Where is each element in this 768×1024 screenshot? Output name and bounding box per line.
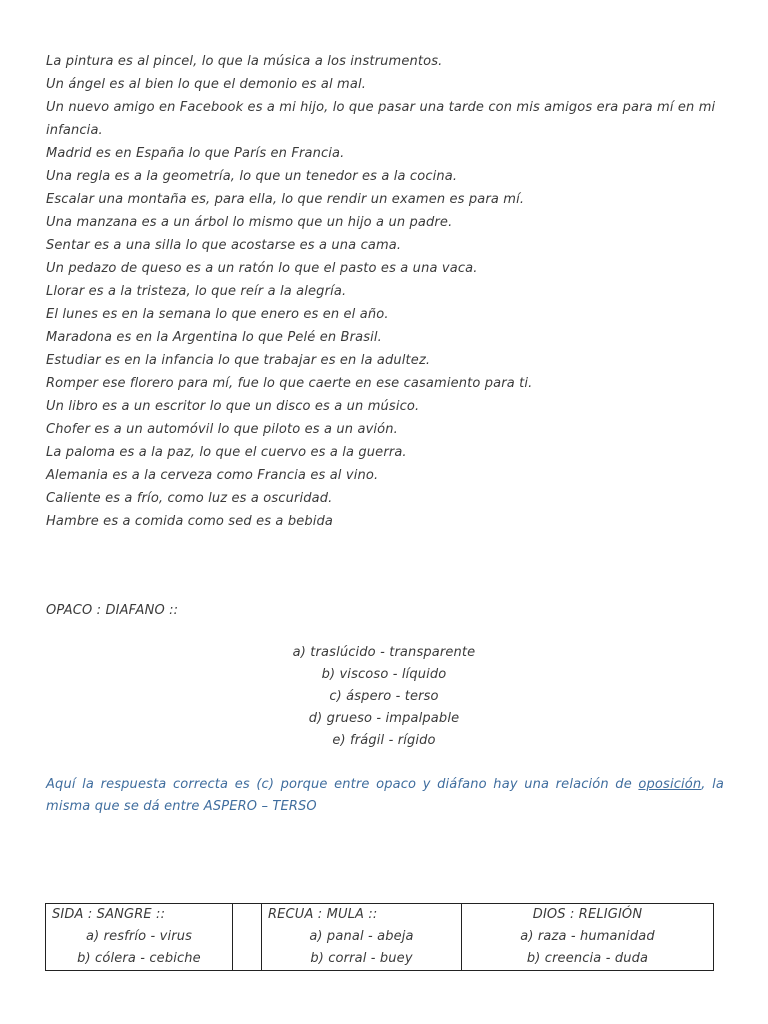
analogy-sentence: Un libro es a un escritor lo que un disco es a un músico. bbox=[46, 399, 420, 414]
exercise-option: a) resfrío - virus bbox=[85, 929, 193, 944]
exercise-stem: SIDA : SANGRE :: bbox=[52, 907, 166, 922]
analogy-sentence: Chofer es a un automóvil lo que piloto es a un avión. bbox=[46, 422, 398, 437]
analogy-sentence: Maradona es en la Argentina lo que Pelé en Brasil. bbox=[46, 330, 382, 345]
answer-explanation bbox=[46, 774, 724, 818]
exercise-row bbox=[46, 904, 714, 971]
explanation-text: , la misma que se dá entre ASPERO – TERSO bbox=[46, 777, 725, 814]
exercise-stem: RECUA : MULA :: bbox=[268, 907, 378, 922]
explanation-text: hay una relación de bbox=[486, 777, 639, 792]
analogy-sentence: Una regla es a la geometría, lo que un tenedor es a la cocina. bbox=[46, 169, 458, 184]
exercise-option: b) cólera - cebiche bbox=[77, 951, 201, 966]
exercise-cell-3 bbox=[462, 904, 714, 971]
analogy-sentence: Un pedazo de queso es a un ratón lo que el pasto es a una vaca. bbox=[46, 261, 478, 276]
analogy-sentence: La pintura es al pincel, lo que la música a los instrumentos. bbox=[46, 54, 443, 69]
analogy-sentence: El lunes es en la semana lo que enero es en el año. bbox=[46, 307, 389, 322]
exercise-option: b) corral - buey bbox=[310, 951, 413, 966]
analogy-sentence: Alemania es a la cerveza como Francia es al vino. bbox=[46, 468, 379, 483]
explanation-term-opaco: opaco bbox=[376, 777, 417, 792]
explanation-text: y bbox=[416, 777, 438, 792]
exercise-cell-2 bbox=[262, 904, 462, 971]
exercise-spacer-cell bbox=[233, 904, 262, 971]
analogy-sentence: Una manzana es a un árbol lo mismo que un hijo a un padre. bbox=[46, 215, 453, 230]
analogy-sentence: Llorar es a la tristeza, lo que reír a la alegría. bbox=[46, 284, 347, 299]
analogy-sentence: La paloma es a la paz, lo que el cuervo es a la guerra. bbox=[46, 445, 407, 460]
exercise-table bbox=[45, 903, 714, 971]
analogy-sentence: Un nuevo amigo en Facebook es a mi hijo, lo que pasar una tarde con mis amigos era para mí en mi infancia. bbox=[46, 100, 716, 138]
analogy-sentence: Romper ese florero para mí, fue lo que caerte en ese casamiento para ti. bbox=[46, 376, 533, 391]
answer-options bbox=[0, 642, 768, 752]
explanation-term-diafano: diáfano bbox=[437, 777, 487, 792]
exercise-option: b) creencia - duda bbox=[526, 951, 649, 966]
exercise-cell-1 bbox=[46, 904, 233, 971]
exercise-option: a) raza - humanidad bbox=[520, 929, 655, 944]
explanation-text: Aquí la respuesta correcta es (c) porque entre bbox=[46, 777, 377, 792]
answer-option-d: d) grueso - impalpable bbox=[308, 711, 460, 726]
answer-option-b: b) viscoso - líquido bbox=[321, 667, 447, 682]
explanation-keyword-oposicion: oposición bbox=[638, 777, 702, 792]
analogy-sentence: Madrid es en España lo que París en Francia. bbox=[46, 146, 345, 161]
analogy-sentence: Sentar es a una silla lo que acostarse es a una cama. bbox=[46, 238, 402, 253]
analogy-sentence: Estudiar es en la infancia lo que trabajar es en la adultez. bbox=[46, 353, 431, 368]
analogy-sentence: Caliente es a frío, como luz es a oscuridad. bbox=[46, 491, 333, 506]
analogy-sentence: Un ángel es al bien lo que el demonio es al mal. bbox=[46, 77, 366, 92]
exercise-stem: DIOS : RELIGIÓN bbox=[532, 907, 643, 922]
exercise-option: a) panal - abeja bbox=[309, 929, 414, 944]
answer-option-e: e) frágil - rígido bbox=[332, 733, 436, 748]
answer-option-a: a) traslúcido - transparente bbox=[292, 645, 476, 660]
question-stem: OPACO : DIAFANO :: bbox=[46, 603, 179, 618]
analogy-sentence-list bbox=[46, 50, 726, 533]
analogy-sentence: Escalar una montaña es, para ella, lo que rendir un examen es para mí. bbox=[46, 192, 525, 207]
answer-option-c: c) áspero - terso bbox=[329, 689, 439, 704]
analogy-sentence: Hambre es a comida como sed es a bebida bbox=[46, 514, 334, 529]
